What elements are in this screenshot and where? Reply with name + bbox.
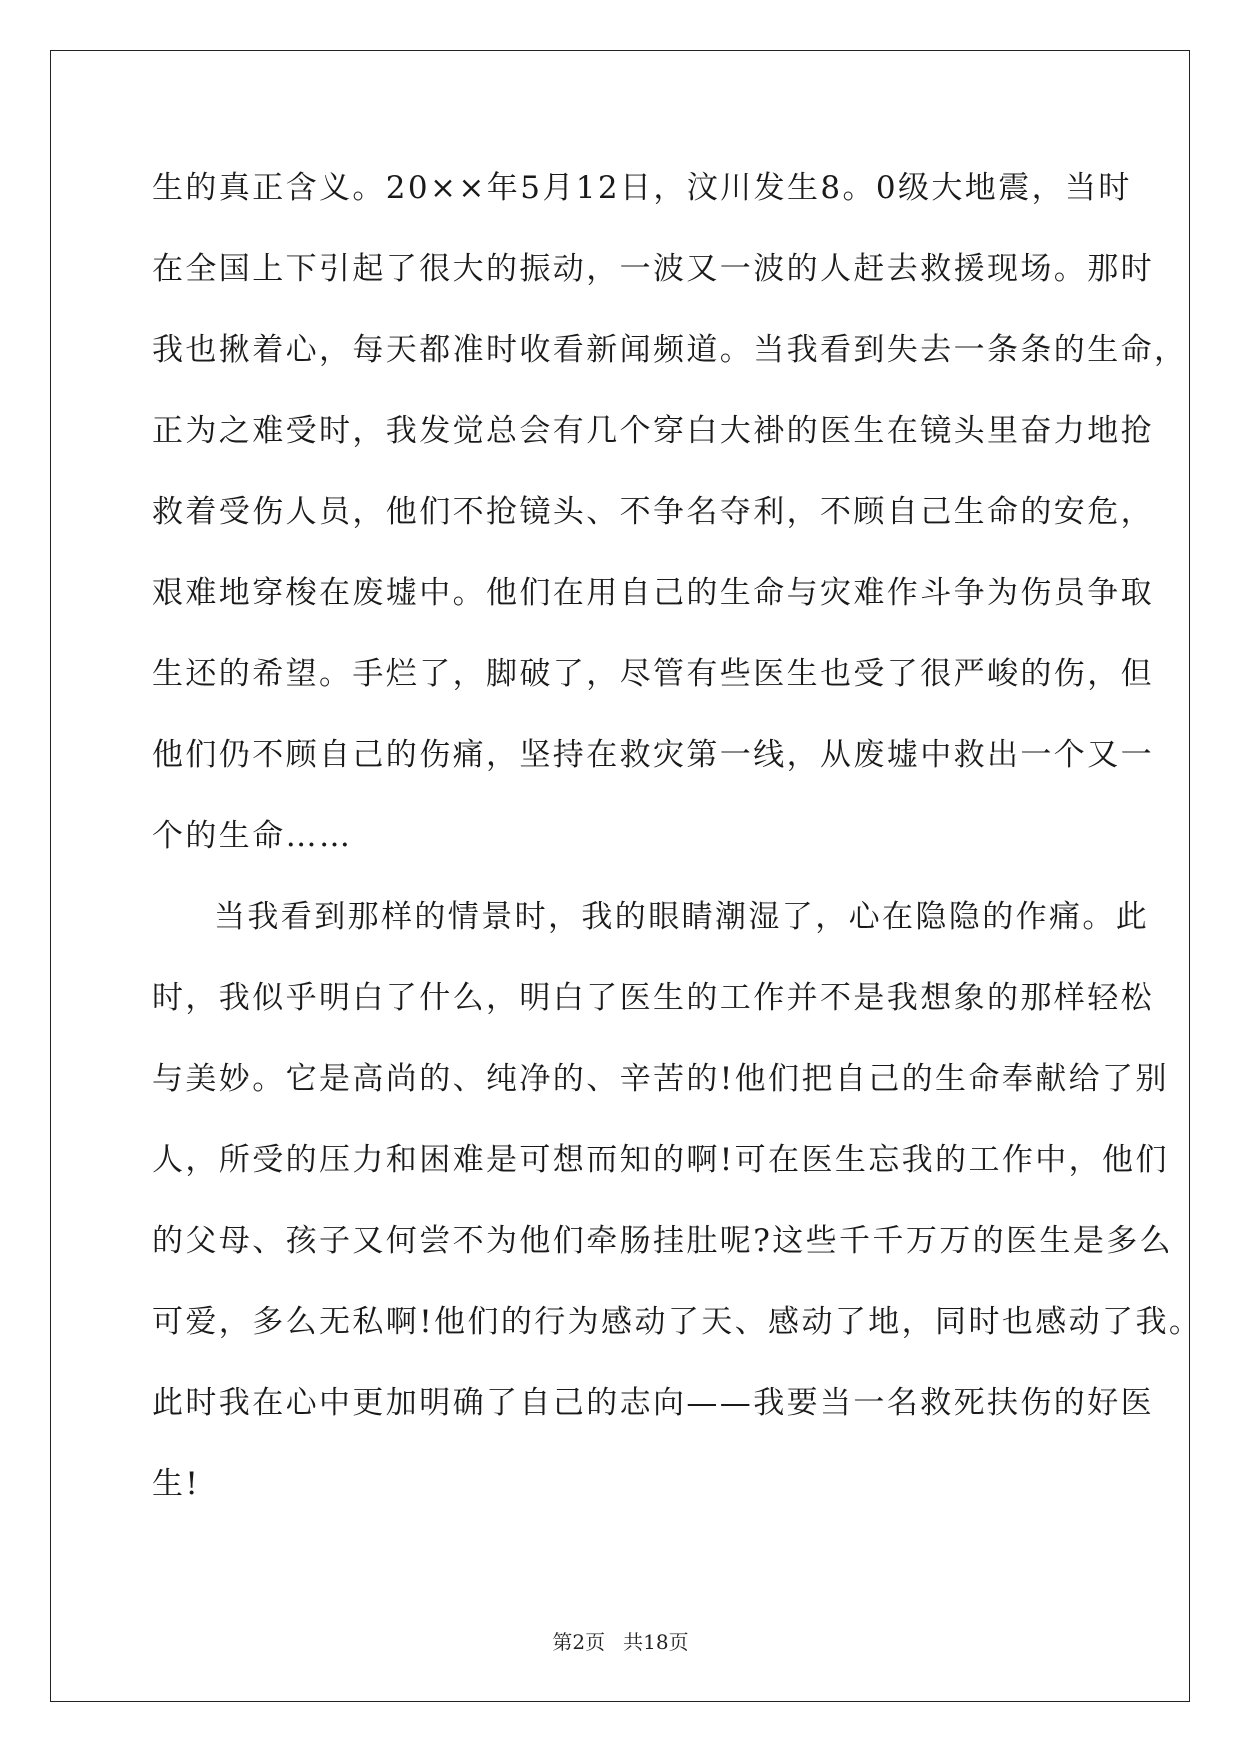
page-footer [0,1626,1241,1655]
text-line: 时，我似乎明白了什么，明白了医生的工作并不是我想象的那样轻松 [152,980,1154,1016]
text-line: 此时我在心中更加明确了自己的志向——我要当一名救死扶伤的好医 [152,1385,1154,1421]
text-line: 正为之难受时，我发觉总会有几个穿白大褂的医生在镜头里奋力地抢 [152,413,1154,449]
paragraph-start-line: 当我看到那样的情景时，我的眼睛潮湿了，心在隐隐的作痛。此 [214,899,1150,935]
text-line: 救着受伤人员，他们不抢镜头、不争名夺利，不顾自己生命的安危， [152,494,1154,530]
text-line: 的父母、孩子又何尝不为他们牵肠挂肚呢?这些千千万万的医生是多么 [152,1223,1174,1259]
text-line: 我也揪着心，每天都准时收看新闻频道。当我看到失去一条条的生命， [152,332,1188,368]
text-line: 在全国上下引起了很大的振动，一波又一波的人赶去救援现场。那时 [152,251,1154,287]
body-text [152,158,1203,1535]
text-line: 可爱，多么无私啊!他们的行为感动了天、感动了地，同时也感动了我。 [152,1304,1203,1340]
text-line: 个的生命…… [152,818,353,854]
text-line: 生的真正含义。20××年5月12日，汶川发生8。0级大地震，当时 [152,170,1132,206]
text-line: 他们仍不顾自己的伤痛，坚持在救灾第一线，从废墟中救出一个又一 [152,737,1154,773]
text-line: 生还的希望。手烂了，脚破了，尽管有些医生也受了很严峻的伤，但 [152,656,1154,692]
text-line: 艰难地穿梭在废墟中。他们在用自己的生命与灾难作斗争为伤员争取 [152,575,1154,611]
text-line: 与美妙。它是高尚的、纯净的、辛苦的!他们把自己的生命奉献给了别 [152,1061,1169,1097]
page-number: 第2页 [552,1630,606,1654]
text-line: 生! [152,1466,201,1502]
total-pages: 共18页 [623,1630,689,1654]
text-line: 人，所受的压力和困难是可想而知的啊!可在医生忘我的工作中，他们 [152,1142,1169,1178]
